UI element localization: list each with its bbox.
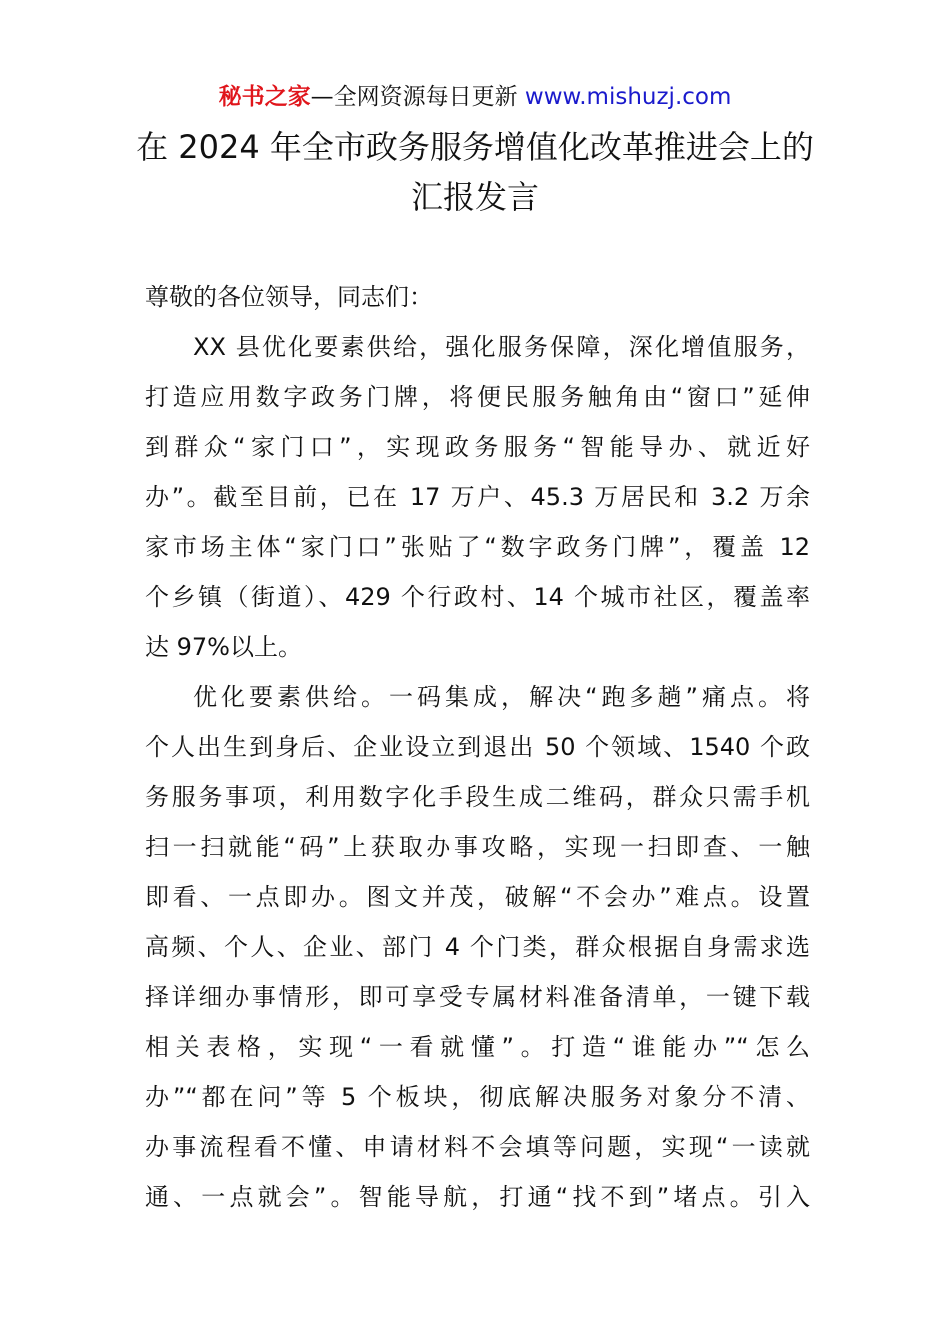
text-line: 即看、一点即办。图文并茂，破解“不会办”难点。设置 [145, 883, 810, 911]
text-line: 个乡镇（街道）、429 个行政村、14 个城市社区，覆盖率 [145, 583, 810, 611]
text-line: 家市场主体“家门口”张贴了“数字政务门牌”，覆盖 12 [145, 533, 810, 561]
text-line: 到群众“家门口”，实现政务服务“智能导办、就近好 [145, 433, 810, 461]
text-line: 择详细办事情形，即可享受专属材料准备清单，一键下载 [145, 983, 810, 1011]
text-line: 务服务事项，利用数字化手段生成二维码，群众只需手机 [145, 783, 810, 811]
text-line: 打造应用数字政务门牌，将便民服务触角由“窗口”延伸 [145, 383, 810, 411]
text-line: 扫一扫就能“码”上获取办事攻略，实现一扫即查、一触 [145, 833, 810, 861]
document-title [0, 122, 950, 222]
text-line: 高频、个人、企业、部门 4 个门类，群众根据自身需求选 [145, 933, 810, 961]
title-line-2: 汇报发言 [410, 178, 539, 216]
text-line: XX 县优化要素供给，强化服务保障，深化增值服务， [193, 333, 810, 361]
text-line: 个人出生到身后、企业设立到退出 50 个领域、1540 个政 [145, 733, 810, 761]
salutation: 尊敬的各位领导，同志们： [145, 283, 433, 311]
title-line-1: 在 2024 年全市政务服务增值化改革推进会上的 [136, 128, 814, 166]
document-body [145, 272, 810, 1222]
text-line: 办”。截至目前，已在 17 万户、45.3 万居民和 3.2 万余 [145, 483, 810, 511]
brand-name: 秘书之家 [218, 84, 311, 110]
text-line: 相关表格，实现“一看就懂”。打造“谁能办”“怎么 [145, 1033, 810, 1061]
header-tagline: —全网资源每日更新 [310, 84, 518, 110]
text-line: 办”“都在问”等 5 个板块，彻底解决服务对象分不清、 [145, 1083, 810, 1111]
site-header [0, 82, 950, 112]
text-line: 优化要素供给。一码集成，解决“跑多趟”痛点。将 [193, 683, 810, 711]
text-line: 通、一点就会”。智能导航，打通“找不到”堵点。引入 [145, 1183, 810, 1211]
text-line: 达 97%以上。 [145, 633, 302, 661]
site-url-link[interactable]: www.mishuzj.com [517, 84, 732, 110]
paragraph-1 [145, 322, 810, 672]
paragraph-2 [145, 672, 810, 1222]
text-line: 办事流程看不懂、申请材料不会填等问题，实现“一读就 [145, 1133, 810, 1161]
